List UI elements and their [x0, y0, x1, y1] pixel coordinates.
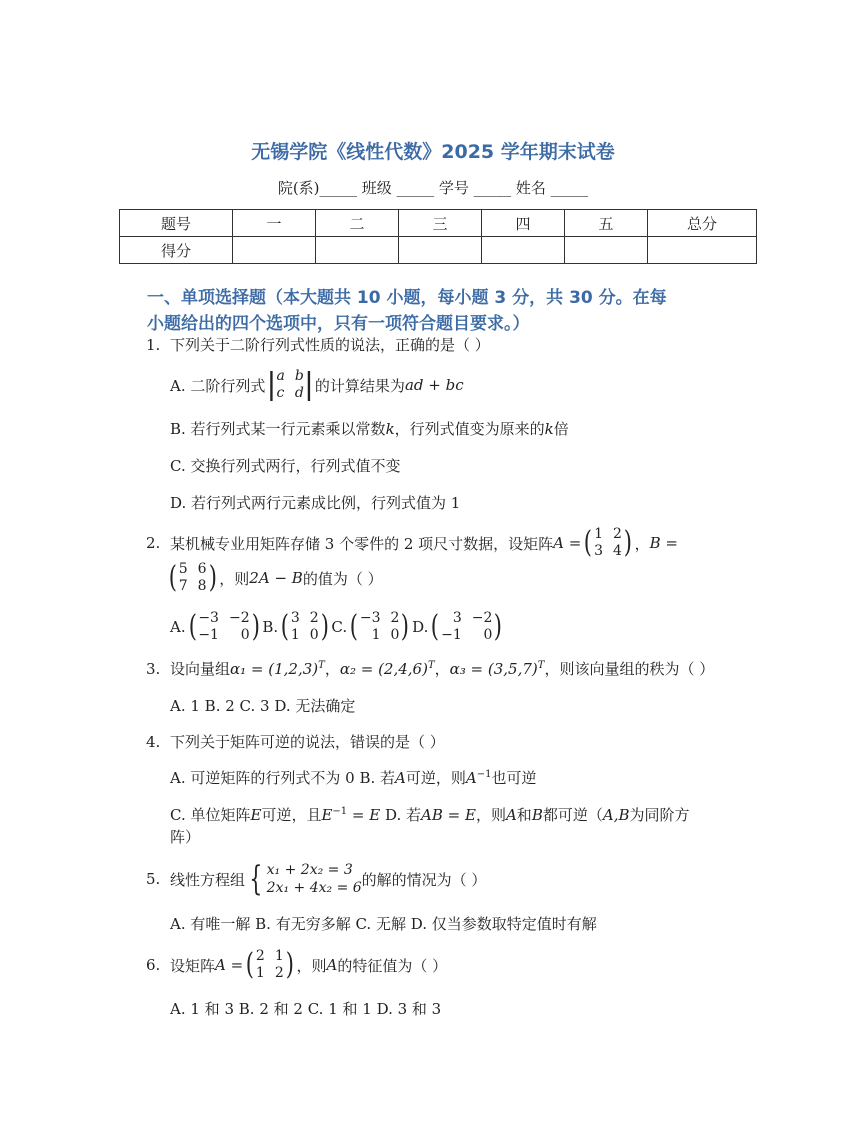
math-expression: B =	[649, 534, 678, 552]
paren-left: (	[168, 560, 177, 595]
matrix-entry: 4	[612, 543, 622, 559]
question-stem: ，则	[296, 956, 327, 975]
matrix-entry: c	[276, 385, 285, 401]
matrix-b	[167, 561, 218, 595]
paren-left: (	[188, 609, 197, 644]
question-stem: 的解的情况为（ ）	[361, 870, 487, 889]
option-text: 也可逆	[491, 769, 537, 787]
q2-options	[170, 608, 505, 646]
matrix-entry: −3	[198, 610, 219, 626]
q2-option-c-matrix[interactable]	[348, 610, 411, 644]
equation-system	[245, 861, 362, 897]
matrix-grid	[179, 561, 207, 595]
question-number: 3.	[146, 660, 161, 678]
matrix-grid	[256, 948, 284, 982]
math-symbol: A	[326, 956, 338, 974]
math-symbol: E	[321, 806, 333, 824]
option-text: B. 若行列式某一行元素乘以常数	[170, 420, 386, 438]
q1-option-a[interactable]	[170, 366, 464, 404]
option-text: 可逆，则	[405, 769, 466, 787]
matrix-entry: 0	[483, 627, 493, 643]
paren-right: )	[623, 525, 632, 560]
option-text: C. 单位矩阵	[170, 806, 251, 824]
math-expression: α₁ = (1,2,3)	[230, 660, 319, 678]
q2-option-d-matrix[interactable]	[429, 610, 504, 644]
option-text: D. 若	[380, 806, 422, 824]
question-6	[146, 945, 447, 985]
q1-option-d[interactable]: D. 若行列式两行元素成比例，行列式值为 1	[170, 494, 461, 512]
paren-right: )	[285, 947, 294, 982]
matrix-entry: b	[294, 368, 304, 384]
question-1	[146, 334, 490, 355]
matrix-entry: −1	[441, 627, 462, 643]
matrix-entry: 1	[274, 948, 284, 964]
option-label[interactable]: D.	[412, 618, 429, 636]
math-symbol: B	[531, 806, 543, 824]
math-symbol: k	[544, 420, 554, 438]
matrix-a	[244, 948, 295, 982]
matrix-entry: 6	[197, 561, 207, 577]
matrix-entry: 2	[390, 610, 400, 626]
matrix-grid	[441, 610, 492, 644]
math-expression: A =	[553, 534, 582, 552]
paren-right: )	[208, 560, 217, 595]
section-heading-line1: 一、单项选择题（本大题共 10 小题，每小题 3 分，共 30 分。在每	[147, 288, 667, 308]
question-4	[146, 731, 445, 752]
option-label[interactable]: A.	[170, 618, 186, 636]
matrix-entry: 5	[178, 561, 188, 577]
student-info-line: 院(系)_____ 班级 _____ 学号 _____ 姓名 _____	[277, 179, 589, 197]
math-superscript: T	[427, 660, 435, 671]
matrix-entry: d	[294, 385, 304, 401]
table-cell: 五	[565, 210, 648, 237]
matrix-grid	[594, 526, 622, 560]
table-cell: 二	[316, 210, 399, 237]
question-number: 6.	[146, 956, 161, 974]
math-expression: AB = E	[421, 806, 476, 824]
option-text: 为同阶方	[629, 806, 690, 824]
q6-options[interactable]: A. 1 和 3 B. 2 和 2 C. 1 和 1 D. 3 和 3	[170, 1000, 442, 1018]
score-input-cell[interactable]	[565, 237, 648, 264]
q2-option-b-matrix[interactable]	[279, 610, 330, 644]
option-text: A. 可逆矩阵的行列式不为 0 B. 若	[170, 769, 396, 787]
question-2-continued	[166, 559, 383, 597]
paren-right: )	[401, 609, 410, 644]
q1-option-b[interactable]	[170, 418, 569, 439]
option-text: 的计算结果为	[314, 376, 405, 395]
math-symbol: k	[385, 420, 395, 438]
option-text: 和	[516, 806, 532, 824]
question-stem: 下列关于矩阵可逆的说法，错误的是（ ）	[170, 733, 445, 751]
option-text: 可逆，且	[261, 806, 322, 824]
matrix-grid	[276, 368, 303, 402]
question-5	[146, 858, 486, 900]
paren-left: (	[349, 609, 359, 644]
table-cell: 总分	[648, 210, 757, 237]
paren-left: (	[584, 525, 593, 560]
table-cell: 三	[399, 210, 482, 237]
brace-left: {	[249, 859, 263, 899]
exam-title: 无锡学院《线性代数》2025 学年期末试卷	[251, 141, 615, 163]
matrix-entry: 0	[309, 627, 319, 643]
question-stem: 下列关于二阶行列式性质的说法，正确的是（ ）	[170, 336, 490, 354]
determinant-bar-right: |	[303, 367, 314, 402]
question-2	[146, 524, 678, 562]
math-superscript: T	[537, 660, 545, 671]
matrix-entry: 3	[290, 610, 300, 626]
matrix-entry: −2	[228, 610, 250, 626]
matrix-a	[582, 526, 633, 560]
equation: 2x₁ + 4x₂ = 6	[266, 880, 362, 896]
question-stem: 设向量组	[170, 660, 231, 678]
question-stem: 的特征值为（ ）	[337, 956, 448, 975]
matrix-entry: 1	[594, 526, 603, 542]
matrix-entry: 1	[371, 627, 381, 643]
equation: x₁ + 2x₂ = 3	[266, 862, 353, 878]
matrix-entry: 1	[255, 965, 265, 981]
question-stem: ，则	[219, 569, 250, 588]
equations	[267, 861, 362, 897]
question-stem: 线性方程组	[170, 870, 246, 889]
punctuation: ，	[634, 534, 650, 553]
punctuation: ，	[434, 660, 450, 678]
paren-left: (	[245, 947, 255, 982]
q5-options[interactable]: A. 有唯一解 B. 有无穷多解 C. 无解 D. 仅当参数取特定值时有解	[170, 915, 597, 933]
q4-options-line3: 阵）	[170, 828, 201, 846]
paren-left: (	[431, 609, 440, 644]
matrix-entry: −1	[198, 627, 219, 643]
matrix-entry: −2	[471, 610, 493, 626]
matrix-entry: 3	[452, 610, 462, 626]
question-number: 5.	[146, 870, 161, 888]
q1-option-c[interactable]: C. 交换行列式两行，行列式值不变	[170, 457, 401, 475]
question-stem: 设矩阵	[170, 956, 216, 975]
paren-right: )	[494, 609, 503, 644]
math-symbol: A	[395, 769, 406, 787]
math-expression: = E	[347, 806, 381, 824]
score-table-header-row	[120, 210, 757, 237]
matrix-entry: 0	[240, 627, 250, 643]
score-input-cell[interactable]	[316, 237, 399, 264]
option-text: 倍	[553, 420, 569, 438]
option-text: 都可逆（	[542, 806, 603, 824]
question-stem: 某机械专业用矩阵存储 3 个零件的 2 项尺寸数据，设矩阵	[170, 534, 554, 553]
matrix-entry: 2	[309, 610, 319, 626]
score-table	[119, 209, 757, 264]
math-symbol: A	[465, 769, 477, 787]
score-input-cell[interactable]	[399, 237, 482, 264]
score-input-cell[interactable]	[648, 237, 757, 264]
matrix-entry: 1	[290, 627, 300, 643]
math-expression: A,B	[602, 806, 630, 824]
q4-options-line2[interactable]	[170, 804, 690, 825]
option-label[interactable]: C.	[331, 618, 348, 636]
score-table-score-row	[120, 237, 757, 264]
matrix-grid	[198, 610, 249, 644]
question-number: 1.	[146, 336, 161, 354]
determinant-bar-left: |	[266, 367, 277, 402]
paren-right: )	[251, 609, 260, 644]
matrix-entry: 7	[178, 578, 188, 594]
table-cell: 题号	[120, 210, 233, 237]
paren-right: )	[320, 609, 329, 644]
matrix-entry: a	[276, 368, 285, 384]
matrix-entry: −3	[359, 610, 381, 626]
matrix-grid	[360, 610, 400, 644]
math-superscript: T	[318, 660, 325, 671]
matrix-entry: 2	[255, 948, 265, 964]
matrix-entry: 2	[612, 526, 622, 542]
math-expression: 2A − B	[249, 569, 303, 587]
punctuation: ，	[324, 660, 340, 678]
math-expression: ad + bc	[404, 376, 464, 394]
table-cell: 得分	[120, 237, 233, 264]
math-symbol: E	[250, 806, 262, 824]
determinant	[266, 368, 314, 402]
matrix-entry: 8	[197, 578, 207, 594]
math-symbol: A	[505, 806, 517, 824]
matrix-grid	[291, 610, 319, 644]
q4-options-line1[interactable]	[170, 767, 536, 788]
question-number: 2.	[146, 534, 161, 552]
q2-option-a-matrix[interactable]	[187, 610, 262, 644]
question-stem: ，则该向量组的秩为（ ）	[544, 660, 715, 678]
question-3	[146, 658, 714, 679]
math-expression: α₂ = (2,4,6)	[339, 660, 428, 678]
option-text: A. 二阶行列式	[170, 376, 266, 395]
math-superscript: −1	[332, 806, 348, 817]
paren-left: (	[280, 609, 290, 644]
q3-options[interactable]: A. 1 B. 2 C. 3 D. 无法确定	[170, 697, 356, 715]
math-superscript: −1	[476, 769, 492, 780]
math-expression: α₃ = (3,5,7)	[449, 660, 538, 678]
table-cell: 一	[233, 210, 316, 237]
option-text: ，行列式值变为原来的	[394, 420, 545, 438]
option-text: ，则	[475, 806, 506, 824]
score-input-cell[interactable]	[233, 237, 316, 264]
math-expression: A =	[215, 956, 244, 974]
matrix-entry: 3	[594, 543, 603, 559]
score-input-cell[interactable]	[482, 237, 565, 264]
section-heading-line2: 小题给出的四个选项中，只有一项符合题目要求。）	[147, 314, 530, 334]
question-stem: 的值为（ ）	[302, 569, 383, 588]
question-number: 4.	[146, 733, 161, 751]
option-label[interactable]: B.	[262, 618, 279, 636]
matrix-entry: 2	[274, 965, 284, 981]
matrix-entry: 0	[390, 627, 400, 643]
table-cell: 四	[482, 210, 565, 237]
